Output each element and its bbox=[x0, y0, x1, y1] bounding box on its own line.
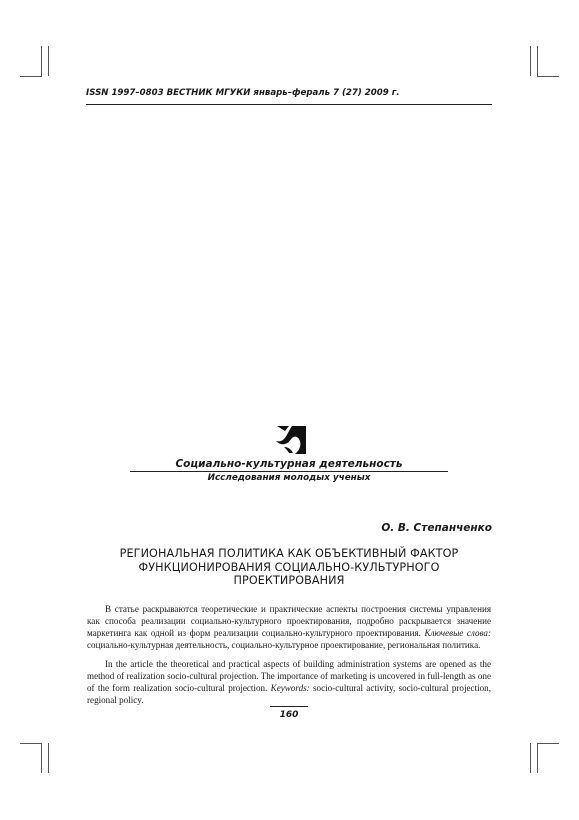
keywords-russian: социально-культурная деятельность, социально-культурное проектирование, региональная политика. bbox=[87, 640, 481, 650]
journal-header: ISSN 1997–0803 ВЕСТНИК МГУКИ январь–фераль 7 (27) 2009 г. bbox=[86, 88, 400, 98]
article-author: О. В. Степанченко bbox=[381, 522, 492, 534]
article-title-line: РЕГИОНАЛЬНАЯ ПОЛИТИКА КАК ОБЪЕКТИВНЫЙ ФАКТОР bbox=[119, 547, 459, 560]
crop-mark-bottom-left-h bbox=[20, 743, 42, 744]
abstract-english bbox=[87, 658, 491, 706]
crop-mark-top-right-v2 bbox=[537, 46, 538, 76]
keywords-label-russian: Ключевые слова: bbox=[424, 628, 491, 638]
section-subtitle: Исследования молодых ученых bbox=[207, 473, 371, 483]
page-number: 160 bbox=[279, 710, 299, 720]
page-number-rule bbox=[270, 706, 308, 707]
crop-mark-bottom-right-v2 bbox=[537, 743, 538, 773]
abstract-english-text: In the article the theoretical and practical aspects of building administration systems are opened as the method of realization socio-cultural projection. The importance of marketing is uncovered in full-length as one of the form realization socio-cultural projection. bbox=[87, 659, 491, 693]
article-title-line: ПРОЕКТИРОВАНИЯ bbox=[233, 574, 345, 587]
crop-mark-top-right-v bbox=[530, 46, 531, 76]
crop-mark-top-left-v2 bbox=[48, 46, 49, 76]
abstract-russian bbox=[87, 603, 491, 651]
crop-mark-bottom-right-h bbox=[537, 743, 559, 744]
crane-bird-logo-icon bbox=[275, 424, 307, 456]
abstract-russian-text: В статье раскрываются теоретические и практические аспекты построения системы управления как способа реализации социально-культурного проектирования, подробно раскрывается значение маркетинга как одной из форм реализации социально-культурного проектирования. bbox=[87, 604, 491, 638]
crop-mark-bottom-left-v2 bbox=[48, 743, 49, 773]
crop-mark-top-left-v bbox=[41, 46, 42, 76]
crop-mark-top-right-h bbox=[537, 76, 559, 77]
article-title bbox=[90, 547, 488, 588]
crop-mark-top-left-h bbox=[20, 76, 42, 77]
keywords-english: socio-cultural activity, socio-cultural projection, regional policy. bbox=[87, 683, 491, 705]
header-rule bbox=[86, 104, 492, 105]
keywords-label-english: Keywords: bbox=[270, 683, 310, 693]
crop-mark-bottom-left-v bbox=[41, 743, 42, 773]
section-title: Социально-культурная деятельность bbox=[130, 458, 448, 472]
article-title-line: ФУНКЦИОНИРОВАНИЯ СОЦИАЛЬНО-КУЛЬТУРНОГО bbox=[138, 560, 440, 574]
crop-mark-bottom-right-v bbox=[530, 743, 531, 773]
